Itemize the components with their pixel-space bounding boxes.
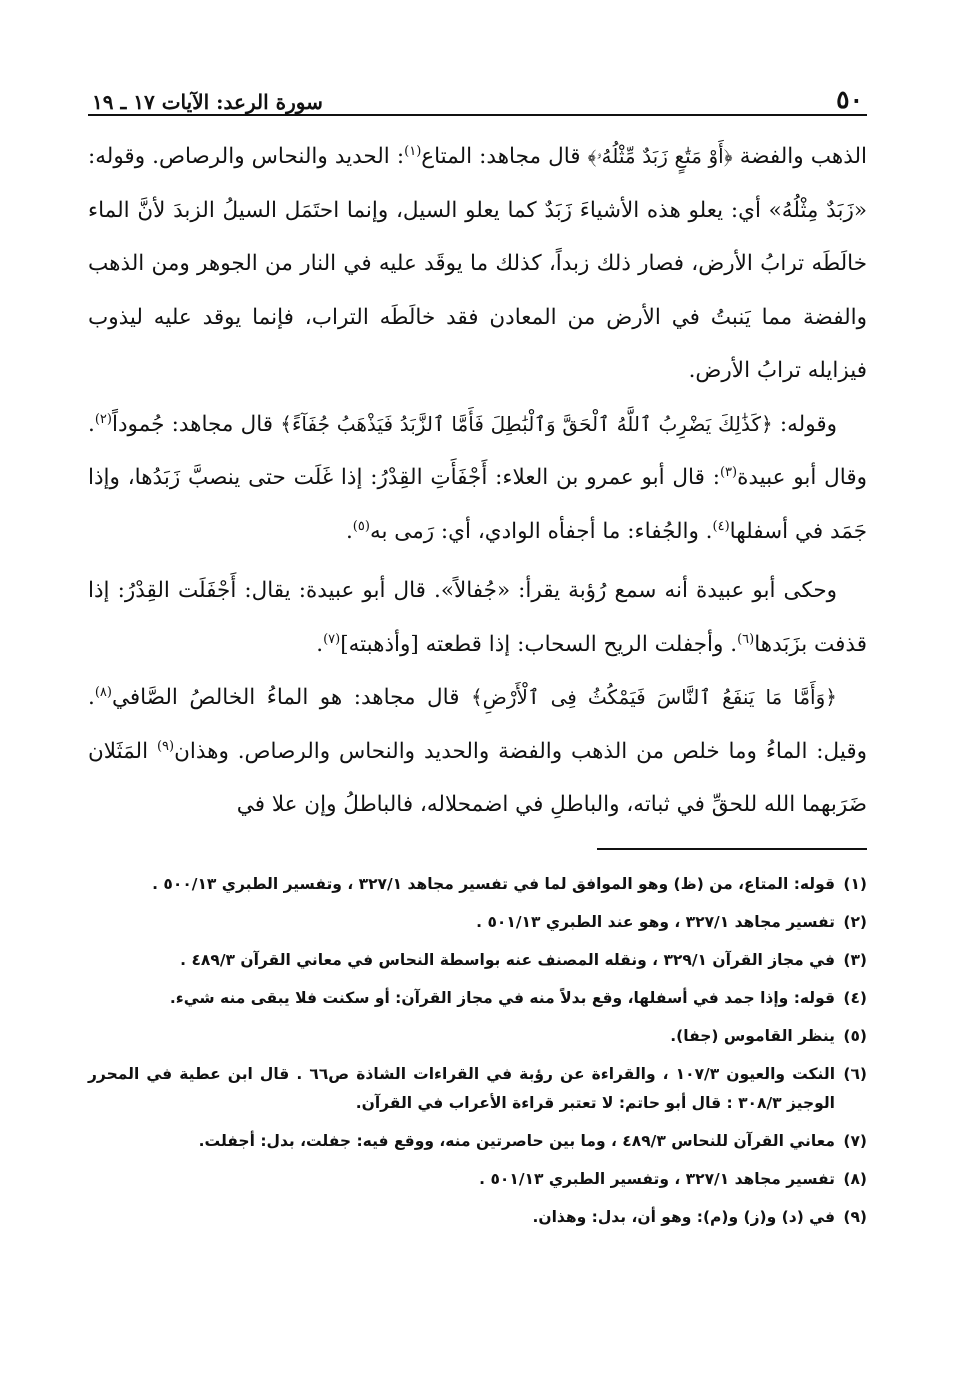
footnote-text: تفسير مجاهد ٣٢٧/١ ، وهو عند الطبري ٥٠١/١٣ . bbox=[476, 912, 835, 931]
footnote-number: (١) bbox=[843, 874, 867, 893]
footnote-ref[interactable]: (٩) bbox=[156, 738, 175, 754]
footnote-ref[interactable]: (٧) bbox=[323, 631, 341, 647]
footnote-ref[interactable]: (٨) bbox=[94, 684, 112, 700]
footnote-text: قوله: وإذا جمد في أسفلها، وقع بدلاً منه في مجاز القرآن: أو سكنت فلا يبقى منه شيء. bbox=[169, 988, 835, 1007]
footnote-ref[interactable]: (٤) bbox=[712, 518, 730, 534]
page-number: ٥٠ bbox=[836, 85, 863, 114]
footnote-number: (٧) bbox=[843, 1131, 867, 1150]
footnote-item bbox=[88, 1165, 867, 1194]
page-header bbox=[88, 78, 867, 116]
footnote-text: في (د) و(ز) و(م): وهو أن، بدل: وهذان. bbox=[532, 1207, 835, 1226]
footnote-number: (٣) bbox=[843, 950, 867, 969]
footnote-ref[interactable]: (٥) bbox=[352, 518, 370, 534]
footnote-number: (٢) bbox=[843, 912, 867, 931]
footnote-divider bbox=[597, 848, 867, 850]
footnote-text: النكت والعيون ١٠٧/٣ ، والقراءة عن رؤبة في القراءات الشاذة ص٦٦ . قال ابن عطية في المحرر الوجيز ٣٠٨/٣ : قال أبو حاتم: لا تعتبر قراءة الأعراب في القرآن. bbox=[88, 1064, 836, 1112]
footnote-text: في مجاز القرآن ٣٢٩/١ ، ونقله المصنف عنه بواسطة النحاس في معاني القرآن ٤٨٩/٣ . bbox=[180, 950, 835, 969]
footnote-number: (٤) bbox=[843, 988, 867, 1007]
footnote-ref[interactable]: (٦) bbox=[737, 631, 755, 647]
running-title: سورة الرعد: الآيات ١٧ ـ ١٩ bbox=[92, 90, 323, 114]
paragraph-2: وقوله: ﴿كَذَٰلِكَ يَضْرِبُ ٱللَّهُ ٱلْحَقَّ وَٱلْبَٰطِلَ فَأَمَّا ٱلزَّبَدُ فَيَذْهَبُ جُفَآءً﴾ قال مجاهد: جُموداً$^{(٢)}$. وقال أبو عبيدة$^{(٣)}$: قال أبو عمرو بن العلاء: أَجْفَأَتِ القِدْرُ: إذا غَلَت حتى ينصبَّ زَبَدُها، وإذا جَمَد في أسفلها$^{(٤)}$. والجُفاء: ما أجفأه الوادي، أي: رَمى به$^{(٥)}$. bbox=[88, 411, 867, 544]
paragraph-4: ﴿وَأَمَّا مَا يَنفَعُ ٱلنَّاسَ فَيَمْكُثُ فِى ٱلْأَرْضِ﴾ قال مجاهد: هو الماءُ الخالصُ الصَّافي$^{(٨)}$. وقيل: الماءُ وما خلص من الذهب والفضة والحديد والنحاس والرصاص. وهذان$^{(٩)}$ المَثَلان ضَرَبهما الله للحقِّ في ثباته، والباطلِ في اضمحلاله، فالباطلُ وإن علا في bbox=[88, 684, 867, 817]
footnote-item bbox=[88, 1127, 867, 1156]
footnote-number: (٩) bbox=[843, 1207, 867, 1226]
quran-verse: ﴿وَأَمَّا مَا يَنفَعُ ٱلنَّاسَ فَيَمْكُثُ فِى ٱلْأَرْضِ﴾ bbox=[470, 685, 837, 709]
footnote-ref[interactable]: (١) bbox=[404, 143, 422, 159]
footnote-ref[interactable]: (٢) bbox=[94, 411, 112, 427]
paragraph-1: الذهب والفضة ﴿أَوْ مَتَٰعٍ زَبَدٌ مِّثْلُهُۥ﴾ قال مجاهد: المتاع$^{(١)}$: الحديد والنحاس والرصاص. وقوله: «زَبَدٌ مِثْلُهُ» أي: يعلو هذه الأشياءَ زَبَدٌ كما يعلو السيل، وإنما احتَمَل السيلُ الزبدَ لأنَّ الماء خالَطَه ترابُ الأرض، فصار ذلك زبداً، كذلك ما يوقَد عليه في النار من الجوهر ومن الذهب والفضة مما يَنبتُ في الأرض من المعادن فقد خالَطَه التراب، فإنما يوقد عليه ليذوب فيزايله ترابُ الأرض. bbox=[88, 143, 867, 383]
footnote-text: قوله: المتاع، من (ظ) وهو الموافق لما في تفسير مجاهد ٣٢٧/١ ، وتفسير الطبري ٥٠٠/١٣ . bbox=[152, 874, 835, 893]
footnote-number: (٦) bbox=[843, 1064, 867, 1083]
footnote-item bbox=[88, 1022, 867, 1051]
footnote-item bbox=[88, 984, 867, 1013]
footnote-text: معاني القرآن للنحاس ٤٨٩/٣ ، وما بين حاصرتين منه، ووقع فيه: جفلت، بدل: أجفلت. bbox=[198, 1131, 835, 1150]
footnote-ref[interactable]: (٣) bbox=[719, 464, 738, 480]
footnote-item bbox=[88, 1203, 867, 1232]
footnote-text: تفسير مجاهد ٣٢٧/١ ، وتفسير الطبري ٥٠١/١٣ . bbox=[479, 1169, 835, 1188]
footnote-number: (٨) bbox=[843, 1169, 867, 1188]
footnote-item bbox=[88, 1060, 867, 1118]
main-text bbox=[88, 130, 867, 832]
quran-verse: ﴿كَذَٰلِكَ يَضْرِبُ ٱللَّهُ ٱلْحَقَّ وَٱلْبَٰطِلَ فَأَمَّا ٱلزَّبَدُ فَيَذْهَبُ جُفَآءً﴾ bbox=[280, 411, 773, 436]
footnote-item bbox=[88, 908, 867, 937]
footnote-item bbox=[88, 870, 867, 899]
quran-verse: ﴿أَوْ مَتَٰعٍ زَبَدٌ مِّثْلُهُۥ﴾ bbox=[587, 144, 733, 168]
footnotes bbox=[88, 870, 867, 1232]
footnote-number: (٥) bbox=[843, 1026, 867, 1045]
footnote-item bbox=[88, 946, 867, 975]
footnote-text: ينظر القاموس (جفا). bbox=[670, 1026, 835, 1045]
paragraph-3: وحكى أبو عبيدة أنه سمع رُؤبة يقرأ: «جُفالاً». قال أبو عبيدة: يقال: أَجْفَلَت القِدْرُ: إذا قذفت بزَبَدها$^{(٦)}$. وأجفلت الريح السحاب: إذا قطعته [وأذهبته]$^{(٧)}$. bbox=[88, 578, 867, 657]
